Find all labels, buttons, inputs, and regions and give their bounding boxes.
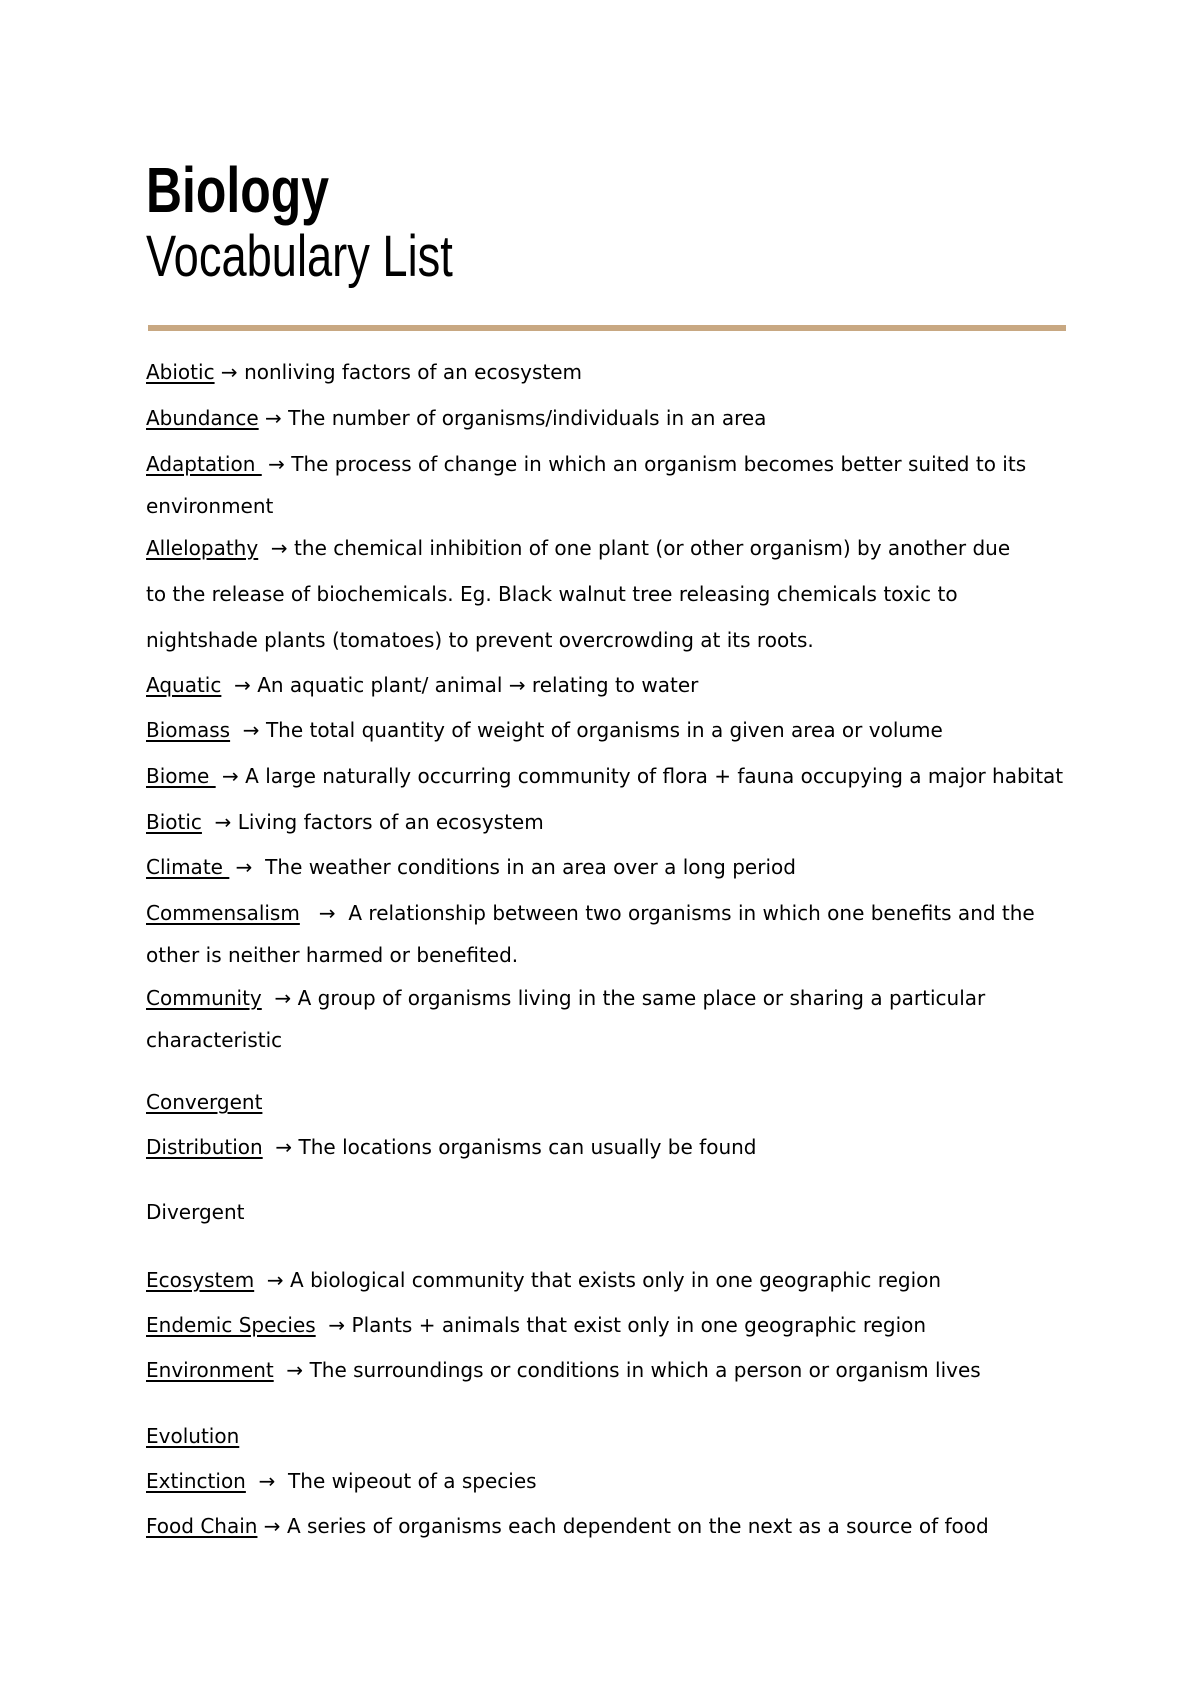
title-divider [148, 325, 1066, 331]
vocab-definition: A biological community that exists only in one geographic region [290, 1268, 942, 1292]
vocab-definition-continuation: other is neither harmed or benefited. [146, 943, 519, 967]
vocab-entry [146, 1081, 1046, 1123]
vocab-term: Aquatic [146, 673, 222, 697]
vocab-term: Biotic [146, 810, 202, 834]
arrow-separator: → [201, 810, 238, 834]
vocab-term: Commensalism [146, 901, 300, 925]
arrow-separator: → [258, 406, 289, 430]
vocab-definition: The weather conditions in an area over a long period [265, 855, 796, 879]
vocab-entry [146, 527, 1046, 569]
arrow-separator: → [221, 673, 258, 697]
vocab-definition: The number of organisms/individuals in an area [288, 406, 767, 430]
vocab-entry [146, 351, 1046, 393]
vocab-definition: The locations organisms can usually be found [298, 1135, 757, 1159]
vocab-entry [146, 1349, 1046, 1391]
vocab-definition: The surroundings or conditions in which a person or organism lives [309, 1358, 981, 1382]
vocab-term: Climate [146, 855, 230, 879]
vocab-entry [146, 846, 1046, 888]
arrow-separator: → [262, 1135, 299, 1159]
vocab-entry [146, 892, 1046, 934]
vocab-term: Extinction [146, 1469, 246, 1493]
vocab-term: Abiotic [146, 360, 215, 384]
vocab-entry [146, 664, 1046, 706]
vocab-definition: nonliving factors of an ecosystem [244, 360, 583, 384]
arrow-separator: → [273, 1358, 310, 1382]
vocab-term: Divergent [146, 1200, 245, 1224]
document-subtitle: Vocabulary List [146, 224, 453, 289]
arrow-separator: → [215, 764, 246, 788]
vocab-entry [146, 1191, 1046, 1233]
vocab-definition: the chemical inhibition of one plant (or other organism) by another due [294, 536, 1011, 560]
arrow-separator: → [257, 1514, 287, 1538]
vocab-entry [146, 977, 1046, 1019]
vocab-entry [146, 443, 1046, 485]
vocab-term: Biome [146, 764, 216, 788]
vocab-definition: The process of change in which an organism becomes better suited to its [291, 452, 1027, 476]
vocab-definition: An aquatic plant/ animal → relating to water [257, 673, 699, 697]
arrow-separator: → [315, 1313, 352, 1337]
vocab-definition: The wipeout of a species [288, 1469, 537, 1493]
vocab-term: Environment [146, 1358, 274, 1382]
vocab-term: Ecosystem [146, 1268, 255, 1292]
vocab-entry [146, 1259, 1046, 1301]
vocab-definition: Plants + animals that exist only in one geographic region [351, 1313, 927, 1337]
vocab-term: Biomass [146, 718, 231, 742]
vocab-definition-continuation: to the release of biochemicals. Eg. Black walnut tree releasing chemicals toxic to [146, 582, 958, 606]
vocab-term: Distribution [146, 1135, 263, 1159]
vocab-entry [146, 1415, 1046, 1457]
vocab-entry [146, 801, 1046, 843]
vocab-definition: The total quantity of weight of organisms in a given area or volume [265, 718, 943, 742]
vocab-entry [146, 755, 1064, 797]
vocab-term: Abundance [146, 406, 259, 430]
vocab-term: Evolution [146, 1424, 240, 1448]
vocab-term: Community [146, 986, 262, 1010]
arrow-separator: → [258, 536, 295, 560]
vocab-definition-continuation: nightshade plants (tomatoes) to prevent overcrowding at its roots. [146, 628, 814, 652]
arrow-separator: → [299, 901, 349, 925]
vocab-entry [146, 1304, 1046, 1346]
vocab-term: Convergent [146, 1090, 263, 1114]
vocab-entry [146, 709, 1046, 751]
vocab-entry [146, 397, 1046, 439]
arrow-separator: → [229, 855, 266, 879]
vocab-definition-continuation: characteristic [146, 1028, 283, 1052]
vocab-term: Allelopathy [146, 536, 259, 560]
vocab-term: Food Chain [146, 1514, 258, 1538]
vocab-definition: A series of organisms each dependent on the next as a source of food [286, 1514, 989, 1538]
arrow-separator: → [261, 986, 298, 1010]
vocab-definition: A group of organisms living in the same place or sharing a particular [297, 986, 986, 1010]
arrow-separator: → [245, 1469, 289, 1493]
vocab-entry [146, 1126, 1046, 1168]
vocab-definition-continuation: environment [146, 494, 274, 518]
arrow-separator: → [230, 718, 266, 742]
vocab-definition: Living factors of an ecosystem [237, 810, 544, 834]
vocab-term: Adaptation [146, 452, 262, 476]
vocab-definition: A large naturally occurring community of flora + fauna occupying a major habitat [245, 764, 1064, 788]
vocab-entry [146, 1460, 1046, 1502]
arrow-separator: → [254, 1268, 291, 1292]
vocab-definition: A relationship between two organisms in which one benefits and the [348, 901, 1035, 925]
vocab-entry [146, 1505, 1046, 1547]
vocab-term: Endemic Species [146, 1313, 316, 1337]
document-title: Biology [146, 154, 330, 226]
arrow-separator: → [214, 360, 245, 384]
arrow-separator: → [261, 452, 292, 476]
